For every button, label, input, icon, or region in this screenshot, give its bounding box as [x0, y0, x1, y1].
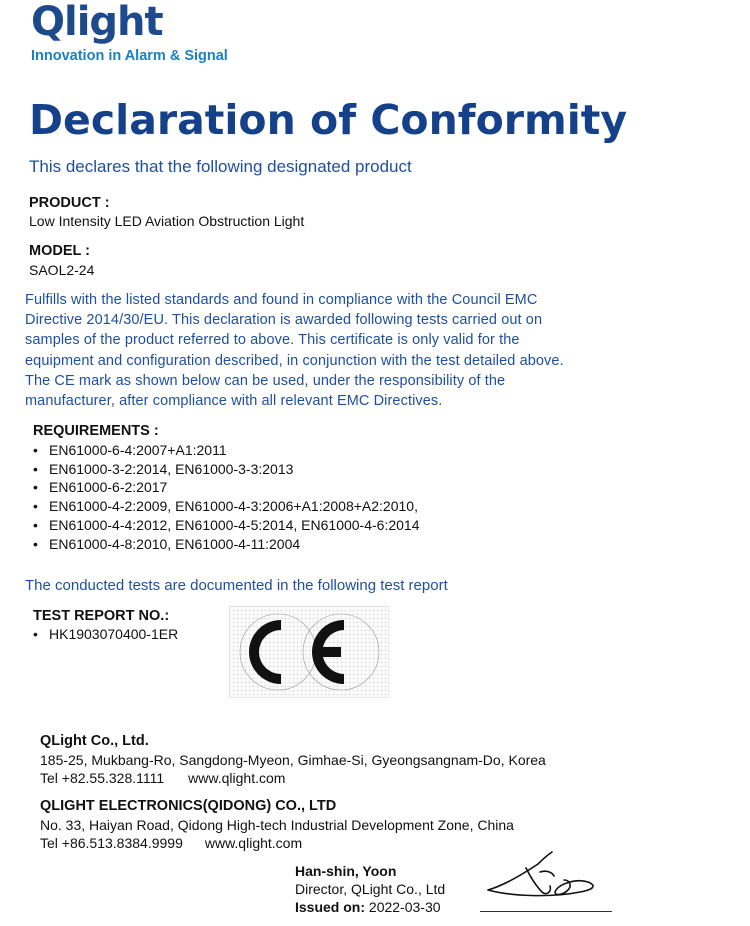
company-name: QLIGHT ELECTRONICS(QIDONG) CO., LTD — [40, 798, 337, 814]
list-item — [33, 516, 420, 535]
requirement-text: EN61000-6-4:2007+A1:2011 — [49, 442, 227, 458]
requirement-text: EN61000-4-4:2012, EN61000-4-5:2014, EN61000-4-6:2014 — [49, 516, 420, 533]
statement-line: manufacturer, after compliance with all relevant EMC Directives. — [25, 393, 443, 410]
statement-line: Fulfills with the listed standards and found in compliance with the Council EMC — [25, 292, 538, 308]
requirements-label: REQUIREMENTS : — [33, 423, 159, 439]
issued-date: 2022-03-30 — [368, 899, 441, 915]
statement-line: samples of the product referred to above. This certificate is only valid for the — [25, 332, 520, 349]
test-report-number: HK1903070400-1ER — [49, 626, 179, 642]
conducted-text: The conducted tests are documented in the following test report — [25, 577, 448, 594]
test-report-value — [33, 626, 178, 642]
signature — [480, 846, 610, 908]
company-web: www.qlight.com — [188, 770, 286, 786]
company-block-korea — [40, 731, 546, 788]
list-item — [33, 441, 420, 460]
issued-label: Issued on: — [295, 899, 366, 915]
signatory-role: Director, QLight Co., Ltd — [295, 881, 446, 897]
list-item — [33, 478, 420, 497]
company-name: QLight Co., Ltd. — [40, 733, 149, 749]
statement-line: equipment and configuration described, in conjunction with the test detailed above. — [25, 352, 564, 369]
requirement-text: EN61000-4-2:2009, EN61000-4-3:2006+A1:2008+A2:2010, — [49, 498, 418, 515]
signatory-name: Han-shin, Yoon — [295, 863, 397, 879]
logo-text: Qlight — [31, 0, 163, 45]
company-block-china — [40, 796, 514, 853]
product-label: PRODUCT : — [29, 195, 110, 211]
company-tel: Tel +82.55.328.1111 — [40, 770, 165, 786]
requirements-list — [33, 441, 420, 553]
model-label: MODEL : — [29, 243, 90, 259]
requirement-text: EN61000-3-2:2014, EN61000-3-3:2013 — [49, 460, 294, 477]
product-value: Low Intensity LED Aviation Obstruction Light — [29, 213, 305, 229]
test-report-label: TEST REPORT NO.: — [33, 608, 170, 624]
conformity-statement — [25, 290, 665, 411]
bullet: • — [33, 626, 38, 642]
statement-line: Directive 2014/30/EU. This declaration is awarded following tests carried out on — [25, 312, 543, 329]
requirement-text: EN61000-6-2:2017 — [49, 479, 168, 496]
company-address: No. 33, Haiyan Road, Qidong High-tech Industrial Development Zone, China — [40, 816, 514, 833]
tagline: Innovation in Alarm & Signal — [31, 48, 228, 64]
intro-text: This declares that the following designated product — [29, 157, 412, 176]
company-logo — [31, 0, 163, 44]
company-web: www.qlight.com — [204, 835, 303, 851]
requirement-text: EN61000-4-8:2010, EN61000-4-11:2004 — [49, 535, 301, 552]
list-item — [33, 535, 420, 554]
signatory-block — [295, 862, 445, 916]
list-item — [33, 497, 420, 516]
company-address: 185-25, Mukbang-Ro, Sangdong-Myeon, Gimhae-Si, Gyeongsangnam-Do, Korea — [40, 751, 546, 768]
page-title: Declaration of Conformity — [29, 96, 628, 144]
list-item — [33, 460, 420, 479]
company-tel: Tel +86.513.8384.9999 — [40, 835, 183, 851]
ce-mark-logo — [229, 606, 389, 698]
statement-line: The CE mark as shown below can be used, under the responsibility of the — [25, 372, 506, 389]
model-value: SAOL2-24 — [29, 262, 95, 278]
signature-line — [480, 911, 612, 912]
